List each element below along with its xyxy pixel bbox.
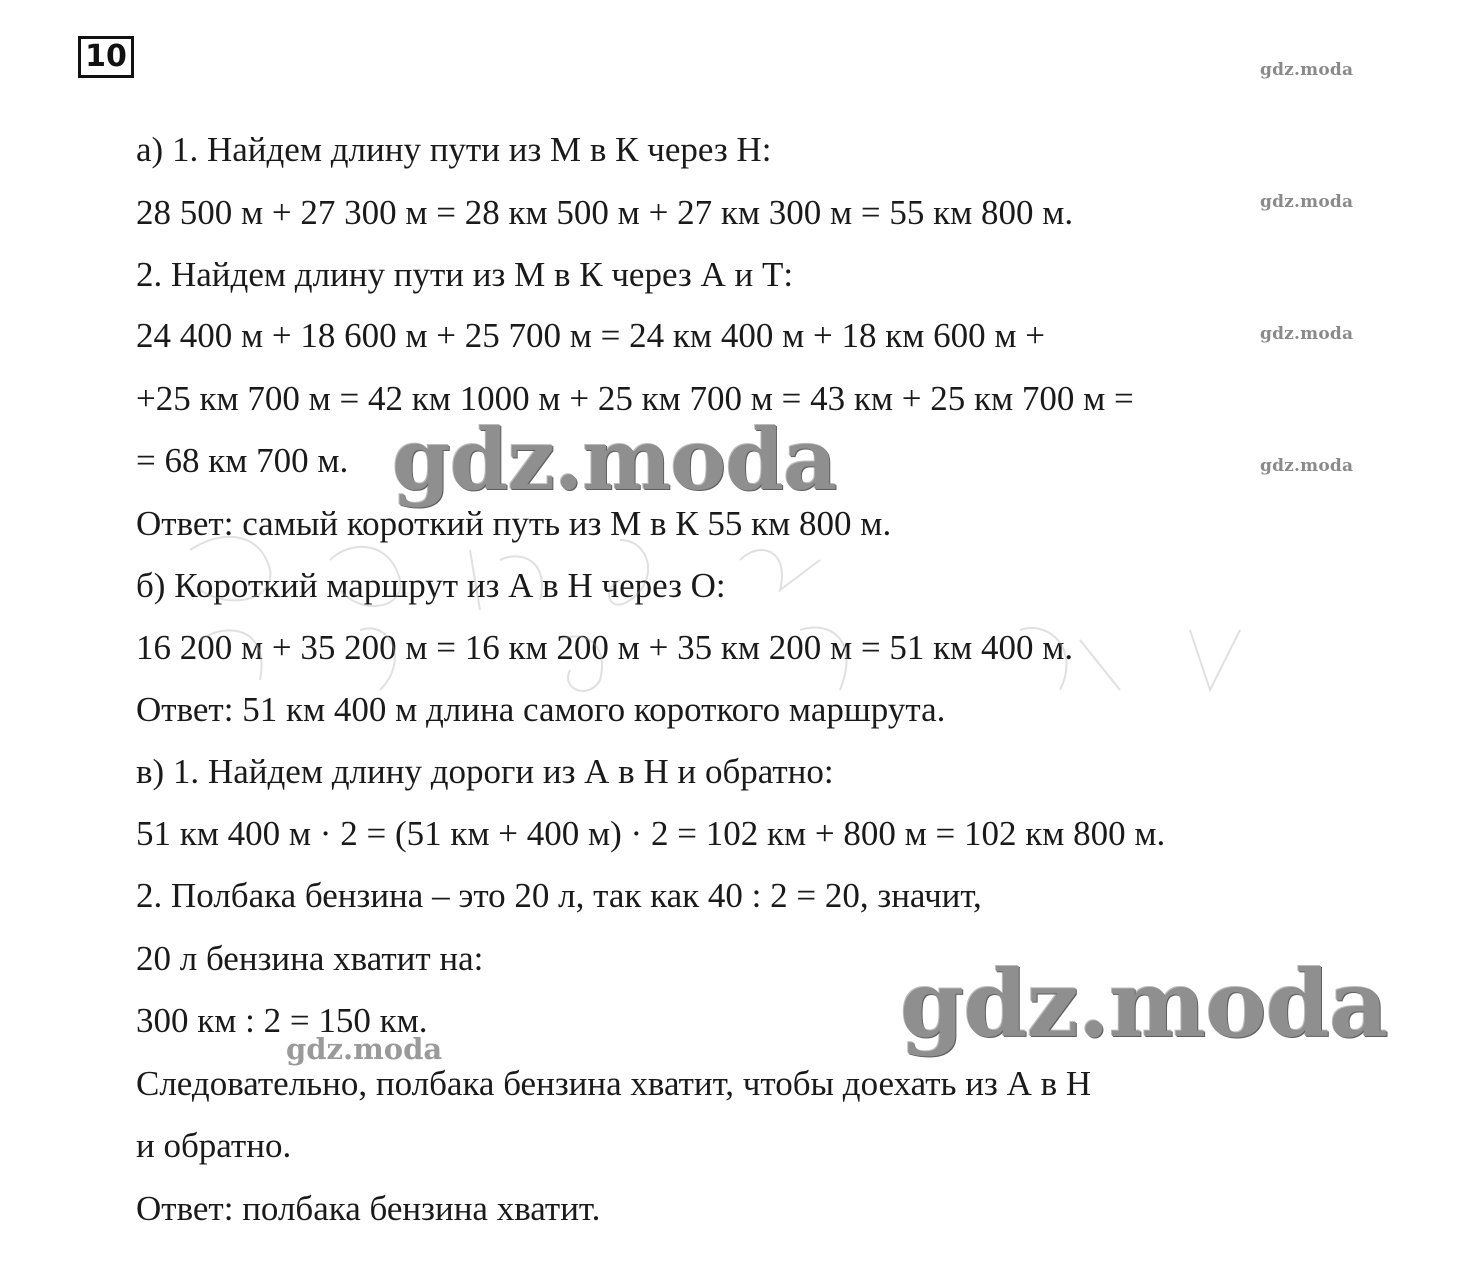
watermark-small-2: gdz.moda (1260, 192, 1354, 212)
text-line-11: в) 1. Найдем длину дороги из А в Н и обратно: (136, 752, 834, 791)
text-line-10: Ответ: 51 км 400 м длина самого короткого маршрута. (136, 690, 946, 729)
watermark-small-1: gdz.moda (1260, 60, 1354, 80)
text-line-16: Следовательно, полбака бензина хватит, чтобы доехать из А в Н (136, 1064, 1092, 1103)
text-line-8: б) Короткий маршрут из А в Н через О: (136, 566, 726, 605)
text-line-3: 2. Найдем длину пути из М в К через А и Т: (136, 255, 794, 294)
text-line-1: а) 1. Найдем длину пути из М в К через Н: (136, 130, 772, 169)
text-line-15: 300 км : 2 = 150 км. (136, 1001, 428, 1040)
text-line-17: и обратно. (136, 1126, 292, 1165)
text-line-2: 28 500 м + 27 300 м = 28 км 500 м + 27 км 300 м = 55 км 800 м. (136, 193, 1074, 232)
text-line-5: +25 км 700 м = 42 км 1000 м + 25 км 700 м = 43 км + 25 км 700 м = (136, 379, 1134, 418)
text-line-18: Ответ: полбака бензина хватит. (136, 1189, 601, 1228)
watermark-large-1: gdz.moda (392, 410, 837, 509)
text-line-14: 20 л бензина хватит на: (136, 939, 484, 978)
watermark-large-2: gdz.moda (900, 950, 1388, 1058)
text-line-4: 24 400 м + 18 600 м + 25 700 м = 24 км 400 м + 18 км 600 м + (136, 316, 1045, 355)
watermark-medium: gdz.moda (286, 1032, 443, 1066)
watermark-small-3: gdz.moda (1260, 324, 1354, 344)
text-line-13: 2. Полбака бензина – это 20 л, так как 40 : 2 = 20, значит, (136, 876, 982, 915)
text-line-6: = 68 км 700 м. (136, 441, 349, 480)
text-line-12: 51 км 400 м · 2 = (51 км + 400 м) · 2 = 102 км + 800 м = 102 км 800 м. (136, 814, 1166, 853)
text-line-7: Ответ: самый короткий путь из М в К 55 км 800 м. (136, 504, 892, 543)
text-line-9: 16 200 м + 35 200 м = 16 км 200 м + 35 км 200 м = 51 км 400 м. (136, 628, 1074, 667)
watermark-small-4: gdz.moda (1260, 456, 1354, 476)
task-number-box: 10 (78, 36, 134, 78)
